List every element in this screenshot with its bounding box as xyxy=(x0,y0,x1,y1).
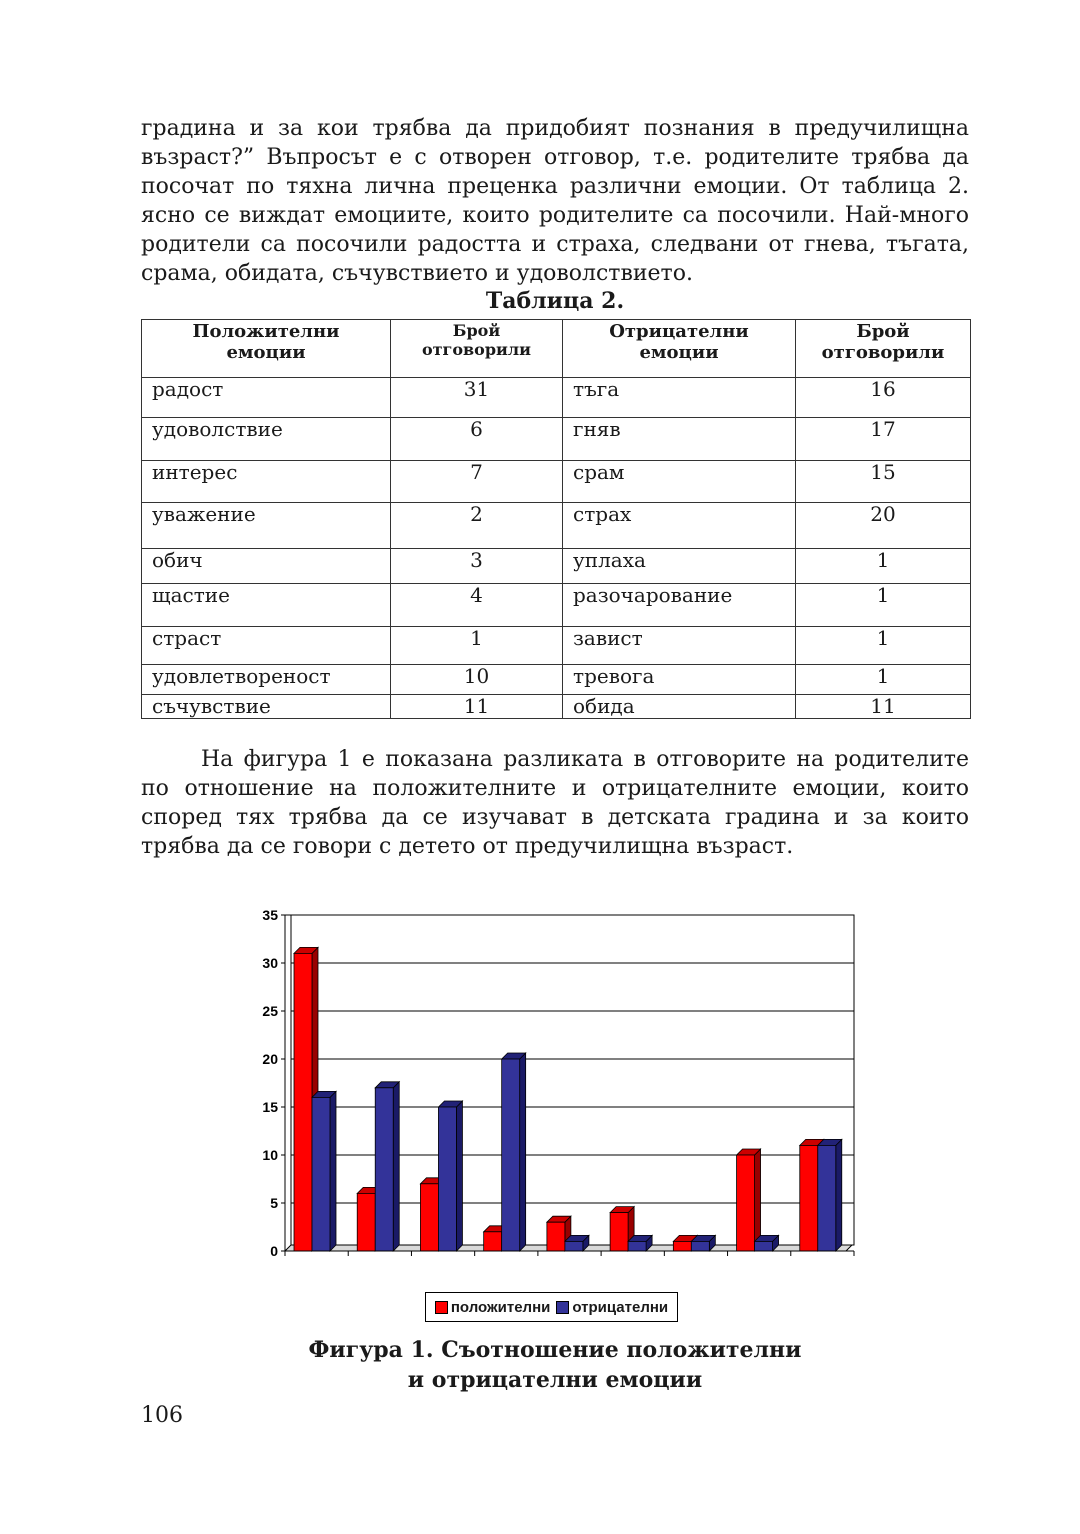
y-tick-label: 25 xyxy=(262,1003,278,1019)
cell-positive-count: 1 xyxy=(391,627,563,665)
table-row xyxy=(142,584,971,627)
bar-negative-side xyxy=(520,1053,526,1251)
bar-positive xyxy=(357,1193,375,1251)
table-row xyxy=(142,627,971,665)
y-tick-label: 30 xyxy=(262,955,278,971)
bar-negative xyxy=(312,1097,330,1251)
y-tick-label: 15 xyxy=(262,1099,278,1115)
legend-label-negative: отрицателни xyxy=(572,1298,669,1316)
figure-caption xyxy=(141,1335,969,1395)
cell-negative-count: 1 xyxy=(796,549,971,584)
paragraph-intro: градина и за кои трябва да придобият познания в предучилищна възраст?” Въпросът е с отворен отговор, т.е. родителите трябва да посочат по тяхна лична преценка различни емоции. От таблица 2. ясно се виждат емоциите, които родителите са посочили. Най-много родители са посочили радостта и страха, следвани от гнева, тъгата, срама, обидата, съчувствието и удоволствието. xyxy=(141,116,969,286)
y-tick-label: 35 xyxy=(262,907,278,923)
bar-negative xyxy=(818,1145,836,1251)
table-row xyxy=(142,418,971,461)
header-positive: Положителни емоции xyxy=(142,320,391,378)
cell-positive-emotion: радост xyxy=(142,378,391,418)
cell-negative-count: 1 xyxy=(796,627,971,665)
cell-positive-emotion: удовлетвореност xyxy=(142,665,391,695)
bar-negative xyxy=(438,1107,456,1251)
legend-swatch-negative xyxy=(556,1301,569,1314)
cell-negative-emotion: обида xyxy=(563,695,796,719)
bar-negative xyxy=(755,1241,773,1251)
table-row xyxy=(142,378,971,418)
bar-positive xyxy=(420,1184,438,1251)
cell-positive-count: 11 xyxy=(391,695,563,719)
cell-positive-emotion: страст xyxy=(142,627,391,665)
cell-negative-emotion: уплаха xyxy=(563,549,796,584)
bar-positive-side xyxy=(755,1149,761,1251)
y-tick-label: 5 xyxy=(270,1195,278,1211)
cell-negative-count: 1 xyxy=(796,665,971,695)
bar-positive xyxy=(737,1155,755,1251)
bar-positive xyxy=(673,1241,691,1251)
bar-positive xyxy=(610,1213,628,1251)
cell-positive-emotion: обич xyxy=(142,549,391,584)
emotions-table xyxy=(141,319,971,719)
cell-positive-count: 4 xyxy=(391,584,563,627)
bar-negative-side xyxy=(393,1082,399,1251)
cell-positive-emotion: уважение xyxy=(142,503,391,549)
legend-item-positive xyxy=(435,1299,551,1316)
legend-label-positive: положителни xyxy=(450,1298,551,1316)
cell-negative-emotion: тъга xyxy=(563,378,796,418)
figure-caption-line-2: и отрицателни емоции xyxy=(407,1367,703,1393)
header-negative-count: Брой отговорили xyxy=(796,320,971,378)
cell-positive-count: 31 xyxy=(391,378,563,418)
cell-positive-emotion: удоволствие xyxy=(142,418,391,461)
cell-negative-count: 20 xyxy=(796,503,971,549)
table-row xyxy=(142,695,971,719)
page-number: 106 xyxy=(141,1403,183,1428)
cell-negative-emotion: гняв xyxy=(563,418,796,461)
bar-chart-svg xyxy=(250,905,870,1275)
cell-negative-count: 15 xyxy=(796,461,971,503)
header-positive-count: Брой отговорили xyxy=(391,320,563,378)
cell-negative-emotion: тревога xyxy=(563,665,796,695)
cell-negative-count: 16 xyxy=(796,378,971,418)
cell-positive-count: 6 xyxy=(391,418,563,461)
y-tick-label: 10 xyxy=(262,1147,278,1163)
table-header-row xyxy=(142,320,971,378)
table-row xyxy=(142,461,971,503)
bar-positive xyxy=(800,1145,818,1251)
figure-1-chart xyxy=(250,905,870,1275)
table-row xyxy=(142,665,971,695)
cell-negative-count: 1 xyxy=(796,584,971,627)
cell-positive-emotion: щастие xyxy=(142,584,391,627)
cell-negative-count: 11 xyxy=(796,695,971,719)
bar-negative xyxy=(375,1088,393,1251)
y-tick-label: 0 xyxy=(270,1243,278,1259)
cell-positive-count: 10 xyxy=(391,665,563,695)
table-row xyxy=(142,503,971,549)
figure-caption-line-1: Фигура 1. Съотношение положителни xyxy=(308,1337,802,1363)
cell-negative-emotion: завист xyxy=(563,627,796,665)
cell-negative-emotion: страх xyxy=(563,503,796,549)
bar-negative-side xyxy=(456,1101,462,1251)
cell-positive-count: 7 xyxy=(391,461,563,503)
bar-positive xyxy=(547,1222,565,1251)
bar-positive xyxy=(294,953,312,1251)
bar-negative xyxy=(502,1059,520,1251)
table-caption: Таблица 2. xyxy=(485,288,625,314)
legend-swatch-positive xyxy=(435,1301,448,1314)
bar-negative xyxy=(628,1241,646,1251)
cell-positive-emotion: интерес xyxy=(142,461,391,503)
legend-item-negative xyxy=(556,1299,668,1316)
cell-positive-emotion: съчувствие xyxy=(142,695,391,719)
bar-negative xyxy=(565,1241,583,1251)
cell-negative-count: 17 xyxy=(796,418,971,461)
bar-negative-side xyxy=(836,1139,842,1251)
cell-negative-emotion: разочарование xyxy=(563,584,796,627)
paragraph-figure-intro: На фигура 1 е показана разликата в отговорите на родителите по отношение на положителните и отрицателните емоции, които според тях трябва да се изучават в детската градина и за които трябва да се говори с детето от предучилищна възраст. xyxy=(141,747,969,859)
bar-negative-side xyxy=(330,1091,336,1251)
cell-negative-emotion: срам xyxy=(563,461,796,503)
chart-legend xyxy=(425,1292,678,1322)
y-tick-label: 20 xyxy=(262,1051,278,1067)
table-row xyxy=(142,549,971,584)
bar-negative xyxy=(691,1241,709,1251)
cell-positive-count: 3 xyxy=(391,549,563,584)
bar-positive xyxy=(484,1232,502,1251)
cell-positive-count: 2 xyxy=(391,503,563,549)
header-negative: Отрицателни емоции xyxy=(563,320,796,378)
